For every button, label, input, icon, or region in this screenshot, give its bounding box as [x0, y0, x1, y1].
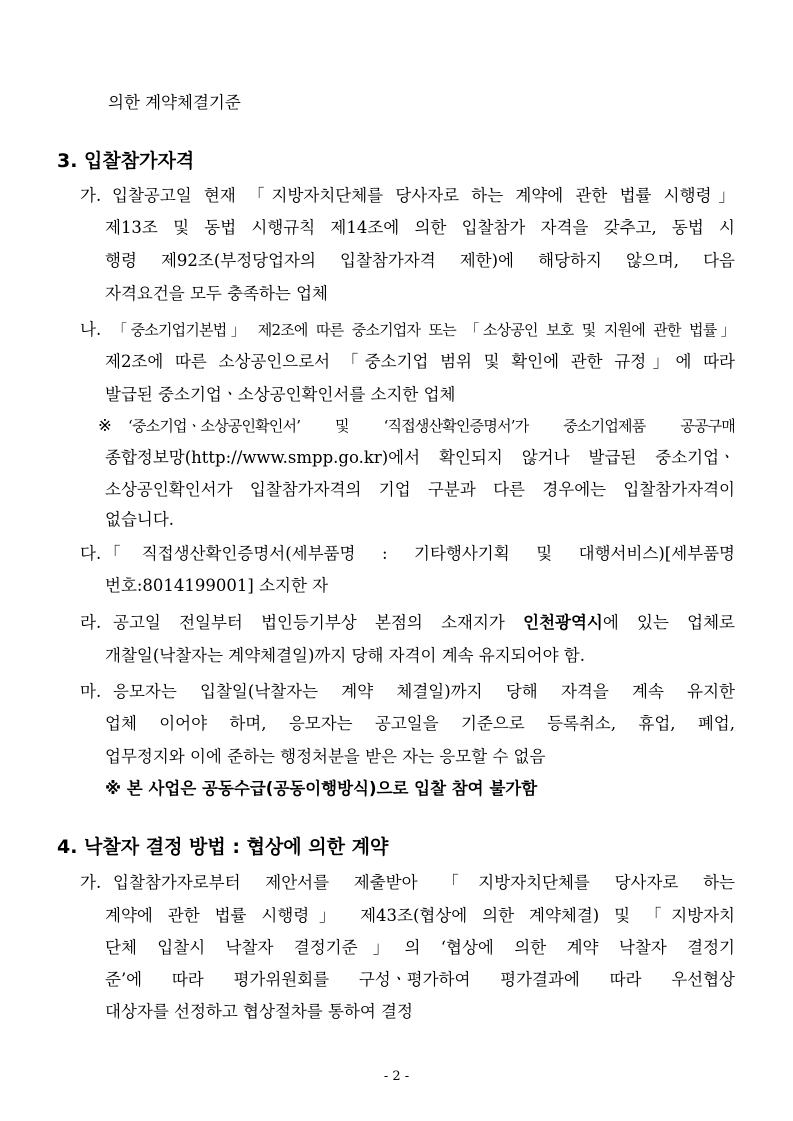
note-line: 종합정보망(http://www.smpp.go.kr)에서 확인되지 않거나 발급된 중소기업ㆍ [105, 448, 735, 467]
s3-item-ma-line: 업무정지와 이에 준하는 행정처분을 받은 자는 응모할 수 없음 [105, 747, 546, 766]
s3-item-ga-line: 자격요건을 모두 충족하는 업체 [105, 284, 328, 303]
s3-item-na-line: 발급된 중소기업ㆍ소상공인확인서를 소지한 업체 [105, 385, 456, 404]
carryover-line: 의한 계약체결기준 [108, 93, 241, 112]
s3-item-na-line: 「중소기업기본법」 제2조에 따른 중소기업자 또는 「소상공인 보호 및 지원에 관한 법률」 [112, 321, 735, 339]
s3-item-ra-line-post: 에 있는 업체로 [602, 613, 735, 632]
s3-item-ra-line: 개찰일(낙찰자는 계약체결일)까지 당해 자격이 계속 유지되어야 함. [105, 646, 585, 665]
note-line: 없습니다. [105, 510, 175, 529]
s4-item-ga-label: 가. [80, 873, 102, 892]
section-4-heading: 4. 낙찰자 결정 방법 : 협상에 의한 계약 [57, 836, 389, 858]
note-line: ‘중소기업ㆍ소상공인확인서’ 및 ‘직접생산확인증명서’가 중소기업제품 공공구매 [128, 417, 735, 435]
s3-item-ra-line-pre: 공고일 전일부터 법인등기부상 본점의 소재지가 [113, 613, 524, 632]
s3-item-da-line: 「직접생산확인증명서(세부품명 : 기타행사기획 및 대행서비스)[세부품명 [104, 544, 735, 563]
page-number: - 2 - [383, 1069, 410, 1084]
s3-item-ga-label: 가. [80, 186, 102, 205]
section-3-heading: 3. 입찰참가자격 [57, 150, 195, 172]
s3-item-ra-line [113, 612, 735, 634]
s3-item-na-label: 나. [80, 320, 102, 339]
s3-item-ga-line: 제13조 및 동법 시행규칙 제14조에 의한 입찰참가 자격을 갖추고, 동법 시 [105, 218, 735, 237]
s3-item-ma-line: 응모자는 입찰일(낙찰자는 계약 체결일)까지 당해 자격을 계속 유지한 [113, 682, 735, 701]
region-emphasis: 인천광역시 [523, 613, 603, 632]
s3-item-na-line: 제2조에 따른 소상공인으로서 「중소기업 범위 및 확인에 관한 규정」에 따라 [105, 352, 735, 371]
s3-item-ma-line: 업체 이어야 하며, 응모자는 공고일을 기준으로 등록취소, 휴업, 폐업, [105, 714, 735, 733]
s3-item-da-label: 다. [80, 544, 102, 563]
s4-item-ga-line: 입찰참가자로부터 제안서를 제출받아 「지방자치단체를 당사자로 하는 [113, 873, 735, 892]
joint-bid-notice: ※ 본 사업은 공동수급(공동이행방식)으로 입찰 참여 불가함 [105, 779, 538, 798]
s4-item-ga-line: 준’에 따라 평가위원회를 구성ㆍ평가하여 평가결과에 따라 우선협상 [105, 970, 735, 989]
s3-item-ga-line: 행령 제92조(부정당업자의 입찰참가자격 제한)에 해당하지 않으며, 다음 [105, 251, 735, 270]
s3-item-ma-label: 마. [80, 682, 102, 701]
s4-item-ga-line: 계약에 관한 법률 시행령」 제43조(협상에 의한 계약체결) 및 「지방자치 [105, 906, 735, 925]
s3-item-ga-line: 입찰공고일 현재 「지방자치단체를 당사자로 하는 계약에 관한 법률 시행령」 [112, 186, 735, 205]
s4-item-ga-line: 단체 입찰시 낙찰자 결정기준」의 ‘협상에 의한 계약 낙찰자 결정기 [105, 938, 735, 957]
note-line: 소상공인확인서가 입찰참가자격의 기업 구분과 다른 경우에는 입찰참가자격이 [105, 480, 735, 499]
s3-item-ra-label: 라. [80, 613, 102, 632]
s3-item-da-line: 번호:8014199001] 소지한 자 [105, 576, 329, 595]
s4-item-ga-line: 대상자를 선정하고 협상절차를 통하여 결정 [105, 1002, 413, 1021]
note-mark: ※ [98, 416, 112, 435]
